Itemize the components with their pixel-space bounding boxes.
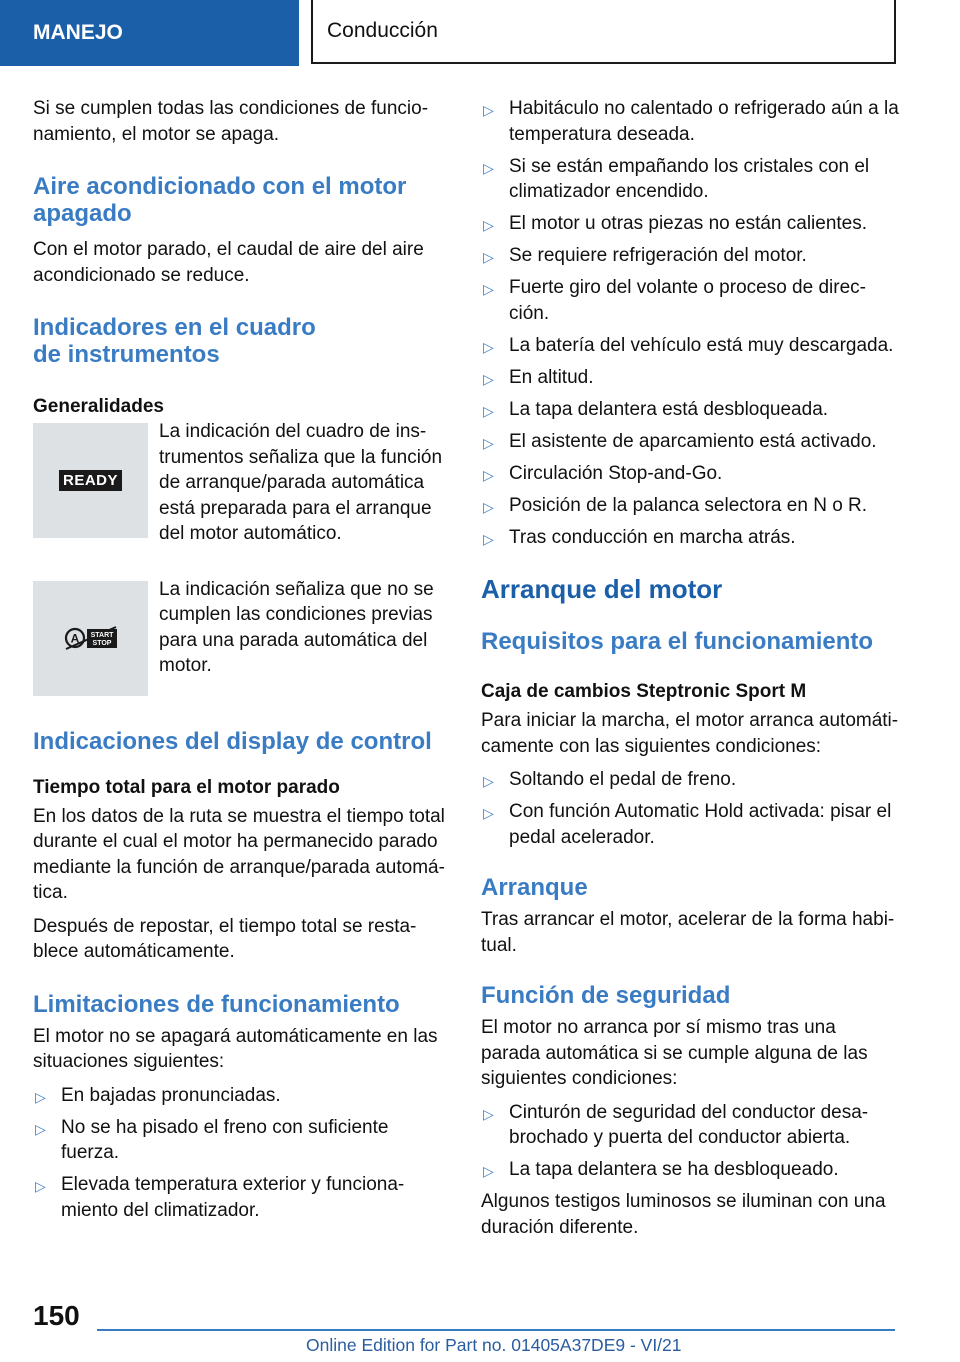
- triangle-bullet-icon: ▷: [483, 1105, 494, 1122]
- section-tab: MANEJO: [0, 0, 299, 66]
- list-item: ▷ Si se están empañando los cristales con el climatizador encendido.: [483, 155, 870, 202]
- triangle-bullet-icon: ▷: [483, 498, 494, 515]
- triangle-bullet-icon: ▷: [483, 434, 494, 451]
- left-column: [33, 96, 445, 1230]
- ready-indicator-row: [33, 423, 445, 547]
- ready-text: La indicación del cuadro de instrumentos señaliza que la función de arranque/parada automática está preparada para el arranque del motor automático.: [159, 421, 443, 544]
- list-item: ▷ La tapa delantera se ha desbloqueado.: [481, 1157, 899, 1183]
- triangle-bullet-icon: ▷: [483, 466, 494, 483]
- list-item: ▷ Tras conducción en marcha atrás.: [481, 525, 899, 551]
- svg-text:A: A: [70, 631, 79, 646]
- closing-paragraph: Algunos testigos luminosos se iluminan con una duración diferente.: [481, 1191, 886, 1238]
- start-heading: Arranque del motor: [481, 574, 723, 604]
- refuel-paragraph: Después de repostar, el tiempo total se restablece automáticamente.: [33, 915, 417, 962]
- triangle-bullet-icon: ▷: [483, 249, 494, 265]
- limits-paragraph: El motor no se apagará automáticamente en las situaciones siguientes:: [33, 1025, 438, 1072]
- list-item: ▷ La tapa delantera está desbloqueada.: [481, 397, 899, 423]
- stop-badge-line1: START: [90, 632, 113, 639]
- indicators-heading-line1: Indicadores en el cuadro: [33, 314, 316, 341]
- stop-indicator-row: [33, 578, 445, 696]
- list-item: ▷ La batería del vehículo está muy descargada.: [481, 333, 899, 359]
- triangle-bullet-icon: ▷: [483, 530, 494, 547]
- list-item: ▷ El asistente de aparcamiento está activado.: [481, 429, 899, 455]
- list-item: ▷ El motor u otras piezas no están calientes.: [481, 211, 899, 237]
- triangle-bullet-icon: ▷: [483, 773, 494, 789]
- stop-indicator-image: [33, 581, 148, 696]
- triangle-bullet-icon: ▷: [483, 217, 494, 233]
- list-item: ▷ Con función Automatic Hold activada: pisar el pedal acelerador.: [483, 801, 892, 848]
- auto-start-stop-symbol: [63, 624, 119, 652]
- list-item: ▷ Cinturón de seguridad del conductor desabrochado y puerta del conductor abierta.: [483, 1101, 869, 1148]
- stop-badge-line2: STOP: [92, 640, 111, 647]
- safety-list: [481, 1100, 899, 1183]
- page-number: 150: [33, 1300, 80, 1331]
- page-header: [0, 0, 960, 66]
- list-item: ▷ No se ha pisado el freno con suficiente fuerza.: [35, 1116, 389, 1163]
- triangle-bullet-icon: ▷: [483, 402, 494, 419]
- right-column: [481, 96, 899, 1248]
- triangle-bullet-icon: ▷: [483, 370, 494, 387]
- gearbox-paragraph: Para iniciar la marcha, el motor arranca automáticamente con las siguientes condiciones:: [481, 710, 899, 757]
- footer-divider: [97, 1329, 895, 1331]
- list-item: ▷ Circulación Stop-and-Go.: [481, 461, 899, 487]
- list-item: ▷ Se requiere refrigeración del motor.: [481, 243, 899, 269]
- arranque-heading: Arranque: [481, 874, 588, 901]
- triangle-bullet-icon: ▷: [483, 102, 494, 118]
- list-item: ▷ Fuerte giro del volante o proceso de dirección.: [483, 277, 866, 324]
- limits-list-continued: [481, 96, 899, 550]
- auto-start-stop-icon: [63, 624, 119, 652]
- safety-paragraph: El motor no arranca por sí mismo tras una parada automática si se cumple alguna de las siguientes condiciones:: [481, 1017, 868, 1089]
- stop-text: La indicación señaliza que no se cumplen las condiciones previas para una parada automática del motor.: [159, 578, 434, 676]
- requirements-heading: Requisitos para el funcionamiento: [481, 628, 874, 655]
- triangle-bullet-icon: ▷: [483, 159, 494, 176]
- triangle-bullet-icon: ▷: [483, 805, 494, 821]
- ac-paragraph: Con el motor parado, el caudal de aire del aire acondicionado se reduce.: [33, 239, 424, 286]
- stop-indicator-text: [159, 577, 445, 679]
- general-heading: Generalidades: [33, 396, 164, 417]
- ready-badge: READY: [59, 470, 122, 491]
- list-item: ▷ Soltando el pedal de freno.: [481, 767, 899, 793]
- triangle-bullet-icon: ▷: [483, 1163, 494, 1179]
- limits-heading: Limitaciones de funcionamiento: [33, 990, 400, 1018]
- list-item: ▷ Habitáculo no calentado o refrigerado aún a la temperatura deseada.: [483, 98, 899, 145]
- triangle-bullet-icon: ▷: [35, 1120, 46, 1137]
- triangle-bullet-icon: ▷: [483, 338, 494, 355]
- edition-note: Online Edition for Part no. 01405A37DE9 - VI/21: [306, 1335, 682, 1355]
- display-heading: Indicaciones del display de control: [33, 727, 432, 755]
- triangle-bullet-icon: ▷: [35, 1178, 46, 1194]
- ready-indicator-text: [159, 419, 445, 547]
- intro-paragraph: Si se cumplen todas las condiciones de funcionamiento, el motor se apaga.: [33, 98, 429, 145]
- arranque-paragraph: Tras arrancar el motor, acelerar de la forma habitual.: [481, 909, 895, 956]
- indicators-heading-line2: de instrumentos: [33, 341, 220, 368]
- chapter-title: Conducción: [311, 0, 896, 64]
- ac-heading: Aire acondicionado con el motor apagado: [33, 173, 407, 227]
- limits-list: [33, 1083, 445, 1224]
- ready-indicator-image: [33, 423, 148, 538]
- total-time-heading: Tiempo total para el motor parado: [33, 776, 340, 798]
- indicators-heading: [33, 314, 445, 368]
- triangle-bullet-icon: ▷: [35, 1088, 46, 1105]
- gearbox-list: [481, 767, 899, 850]
- total-time-paragraph: En los datos de la ruta se muestra el tiempo total durante el cual el motor ha permanecido parado mediante la función de arranque/parada automática.: [33, 805, 445, 903]
- list-item: ▷ En bajadas pronunciadas.: [33, 1083, 445, 1109]
- gearbox-heading: Caja de cambios Steptronic Sport M: [481, 681, 807, 702]
- list-item: ▷ Elevada temperatura exterior y funcionamiento del climatizador.: [35, 1174, 405, 1221]
- safety-heading: Función de seguridad: [481, 982, 731, 1009]
- triangle-bullet-icon: ▷: [483, 281, 494, 297]
- list-item: ▷ Posición de la palanca selectora en N o R.: [481, 493, 899, 519]
- list-item: ▷ En altitud.: [481, 365, 899, 391]
